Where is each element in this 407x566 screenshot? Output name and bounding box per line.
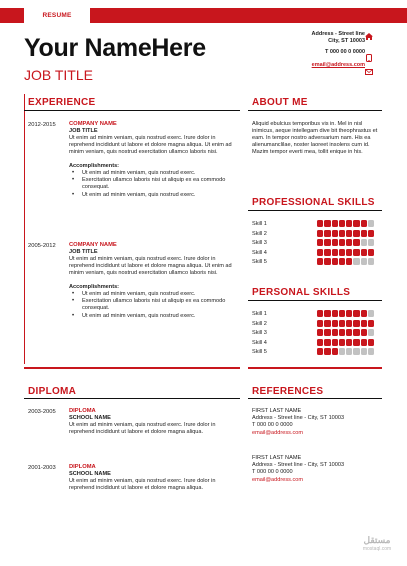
accomplishments-label: Accomplishments: — [69, 163, 120, 170]
personal-skills-rule — [248, 300, 382, 301]
skill-dot-filled — [339, 239, 345, 246]
skill-dot-filled — [353, 220, 359, 227]
skill-dot-filled — [368, 230, 374, 237]
skill-label: Skill 1 — [252, 221, 267, 227]
diploma-title: DIPLOMA — [69, 408, 96, 414]
accomplishments-list — [69, 170, 234, 198]
skill-dot-filled — [332, 339, 338, 346]
skill-dot-filled — [339, 230, 345, 237]
skill-dot-filled — [339, 220, 345, 227]
skill-dot-filled — [324, 320, 330, 327]
skill-dot-filled — [353, 239, 359, 246]
skill-dot-filled — [346, 329, 352, 336]
full-name: Your NameHere — [24, 34, 206, 62]
skill-dot-empty — [361, 258, 367, 265]
skill-dot-filled — [346, 339, 352, 346]
skill-dot-filled — [353, 320, 359, 327]
skill-dot-filled — [339, 310, 345, 317]
reference-name: FIRST LAST NAME — [252, 455, 302, 461]
skill-dot-filled — [361, 249, 367, 256]
skill-dot-filled — [339, 258, 345, 265]
skill-dot-empty — [368, 258, 374, 265]
skill-dot-filled — [332, 320, 338, 327]
entry-job-title: JOB TITLE — [69, 128, 98, 134]
watermark — [352, 535, 402, 552]
skill-dot-filled — [317, 239, 323, 246]
personal-skills-heading: PERSONAL SKILLS — [252, 287, 351, 298]
experience-accent-line — [24, 94, 25, 364]
job-title: JOB TITLE — [24, 67, 93, 83]
skill-dot-filled — [332, 310, 338, 317]
skill-dot-filled — [317, 310, 323, 317]
experience-date: 2012-2015 — [28, 122, 56, 128]
skill-dot-filled — [317, 220, 323, 227]
company-name: COMPANY NAME — [69, 242, 117, 248]
skill-dot-filled — [317, 329, 323, 336]
skill-row — [252, 329, 382, 338]
skill-label: Skill 5 — [252, 259, 267, 266]
skill-dot-empty — [346, 348, 352, 355]
skill-dot-filled — [368, 320, 374, 327]
accomplishments-list — [69, 291, 234, 319]
references-accent-bar — [248, 367, 382, 369]
accomplishment-item: • Exercitation ullamco laboris nisi ut aliquip ex ea commodo consequat. — [69, 177, 234, 191]
skill-label: Skill 2 — [252, 320, 267, 327]
experience-entry — [69, 121, 234, 199]
experience-rule — [24, 110, 240, 111]
envelope-icon — [364, 68, 374, 76]
skill-row — [252, 258, 382, 267]
skill-row — [252, 220, 382, 229]
professional-skills-heading: PROFESSIONAL SKILLS — [252, 197, 375, 208]
skill-dot-filled — [339, 339, 345, 346]
references-rule — [248, 398, 382, 399]
skill-dot-filled — [353, 310, 359, 317]
reference-email[interactable]: email@address.com — [252, 429, 304, 436]
skill-dot-filled — [317, 320, 323, 327]
skill-dot-filled — [346, 320, 352, 327]
home-icon — [364, 32, 374, 40]
skill-rating — [317, 258, 374, 265]
skill-dot-filled — [368, 249, 374, 256]
diploma-entry — [69, 408, 229, 436]
reference-email[interactable]: email@address.com — [252, 476, 304, 483]
about-heading: ABOUT ME — [252, 97, 308, 108]
accomplishment-item: • Exercitation ullamco laboris nisi ut aliquip ex ea commodo consequat. — [69, 298, 234, 312]
skill-dot-filled — [339, 329, 345, 336]
contact-block — [312, 31, 366, 69]
accomplishment-item: • Ut enim ad minim veniam, quis nostrud exerc. — [69, 170, 234, 177]
skill-dot-filled — [361, 230, 367, 237]
skill-dot-filled — [324, 220, 330, 227]
skill-dot-filled — [353, 339, 359, 346]
skill-dot-filled — [361, 320, 367, 327]
skill-dot-filled — [353, 329, 359, 336]
skill-rating — [317, 348, 374, 355]
skill-dot-filled — [332, 258, 338, 265]
experience-entry — [69, 242, 234, 320]
reference-phone: T 000 00 0 0000 — [252, 469, 293, 476]
skill-dot-empty — [361, 348, 367, 355]
diploma-description: Ut enim ad minim veniam, quis nostrud exerc. Irure dolor in reprehend incididunt ut labore et dolore magna aliqua. — [69, 478, 216, 492]
skill-dot-filled — [324, 348, 330, 355]
skill-dot-filled — [361, 339, 367, 346]
company-name: COMPANY NAME — [69, 121, 117, 127]
skill-row — [252, 339, 382, 348]
skill-dot-filled — [346, 310, 352, 317]
diploma-rule — [24, 398, 240, 399]
accomplishment-item: • Ut enim ad minim veniam, quis nostrud exerc. — [69, 291, 234, 298]
skill-dot-filled — [332, 249, 338, 256]
skill-rating — [317, 249, 374, 256]
references-heading: REFERENCES — [252, 386, 324, 397]
contact-phone: T 000 00 0 0000 — [324, 49, 365, 55]
skill-dot-filled — [317, 249, 323, 256]
skill-dot-filled — [324, 258, 330, 265]
skill-dot-filled — [324, 239, 330, 246]
skill-label: Skill 2 — [252, 230, 267, 237]
skill-dot-filled — [332, 239, 338, 246]
skill-dot-filled — [332, 329, 338, 336]
reference-address: Address - Street line - City, ST 10003 — [252, 462, 345, 469]
entry-description: Ut enim ad minim veniam, quis nostrud exerc. Irure dolor in reprehend incididunt ut labore et dolore magna aliqua. Ut enim ad minim veniam, quis nostrud exercitation ullamco laboris nisi. — [69, 256, 232, 277]
skill-dot-filled — [324, 230, 330, 237]
about-text: Aliquid ebulcius temporibus vis in. Mel in nisl inimicus, aeque intellegam dive bit theophrastus et eam. In tempor nostro adversarium nam. His ea alienumanclilae, noster laoreet insolens cum id. Mazim tempor everti mea, tollit enique in his. — [252, 121, 378, 156]
diploma-title: DIPLOMA — [69, 464, 96, 470]
skill-dot-filled — [317, 348, 323, 355]
skill-dot-empty — [368, 329, 374, 336]
skill-rating — [317, 239, 374, 246]
skill-dot-filled — [324, 329, 330, 336]
skill-dot-filled — [324, 310, 330, 317]
skill-dot-empty — [339, 348, 345, 355]
skill-rating — [317, 329, 374, 336]
accomplishment-item: • Ut enim ad minim veniam, quis nostrud exerc. — [69, 192, 234, 199]
diploma-date: 2003-2005 — [28, 409, 56, 415]
skill-label: Skill 3 — [252, 330, 267, 337]
experience-heading: EXPERIENCE — [28, 97, 96, 108]
skill-dot-empty — [361, 239, 367, 246]
reference-address: Address - Street line - City, ST 10003 — [252, 415, 345, 422]
watermark-sub: mostaql.com — [362, 546, 392, 552]
reference-entry — [252, 408, 344, 437]
skill-dot-filled — [324, 249, 330, 256]
skill-dot-filled — [317, 339, 323, 346]
skill-dot-filled — [361, 220, 367, 227]
skill-dot-filled — [324, 339, 330, 346]
skill-dot-filled — [346, 220, 352, 227]
diploma-description: Ut enim ad minim veniam, quis nostrud exerc. Irure dolor in reprehend incididunt ut labore et dolore magna aliqua. — [69, 422, 216, 436]
diploma-entry — [69, 464, 229, 492]
skill-dot-empty — [368, 239, 374, 246]
skill-dot-empty — [368, 310, 374, 317]
experience-date: 2005-2012 — [28, 243, 56, 249]
skill-row — [252, 320, 382, 329]
skill-dot-filled — [368, 339, 374, 346]
resume-tab: RESUME — [24, 8, 90, 23]
skill-rating — [317, 220, 374, 227]
diploma-heading: DIPLOMA — [28, 386, 77, 397]
entry-job-title: JOB TITLE — [69, 249, 98, 255]
skill-label: Skill 4 — [252, 339, 267, 346]
skill-label: Skill 4 — [252, 249, 267, 256]
skill-row — [252, 239, 382, 248]
skill-dot-filled — [346, 249, 352, 256]
reference-name: FIRST LAST NAME — [252, 408, 302, 414]
skill-row — [252, 310, 382, 319]
school-name: SCHOOL NAME — [69, 471, 111, 477]
skill-dot-filled — [339, 249, 345, 256]
reference-entry — [252, 455, 344, 484]
accomplishments-label: Accomplishments: — [69, 284, 120, 291]
skill-dot-filled — [332, 220, 338, 227]
skill-dot-filled — [346, 258, 352, 265]
skill-label: Skill 5 — [252, 349, 267, 356]
skill-row — [252, 249, 382, 258]
school-name: SCHOOL NAME — [69, 415, 111, 421]
accomplishment-item: • Ut enim ad minim veniam, quis nostrud exerc. — [69, 313, 234, 320]
about-rule — [248, 110, 382, 111]
skill-dot-empty — [368, 348, 374, 355]
entry-description: Ut enim ad minim veniam, quis nostrud exerc. Irure dolor in reprehend incididunt ut labore et dolore magna aliqua. Ut enim ad minim veniam, quis nostrud exercitation ullamco laboris nisi. — [69, 135, 232, 156]
phone-icon — [364, 54, 374, 62]
skill-dot-filled — [332, 230, 338, 237]
skill-dot-empty — [368, 220, 374, 227]
skill-dot-filled — [361, 310, 367, 317]
skill-dot-filled — [353, 249, 359, 256]
diploma-accent-bar — [24, 367, 240, 369]
diploma-date: 2001-2003 — [28, 465, 56, 471]
contact-address-line1: Address - Street line — [311, 31, 365, 37]
skill-rating — [317, 339, 374, 346]
skill-dot-filled — [346, 230, 352, 237]
contact-email[interactable]: email@address.com — [311, 62, 365, 68]
skill-rating — [317, 320, 374, 327]
reference-phone: T 000 00 0 0000 — [252, 422, 293, 429]
skill-label: Skill 3 — [252, 240, 267, 247]
skill-dot-filled — [317, 258, 323, 265]
skill-row — [252, 348, 382, 357]
skill-row — [252, 230, 382, 239]
contact-address-line2: City, ST 10003 — [328, 38, 365, 44]
skill-dot-filled — [346, 239, 352, 246]
skill-rating — [317, 310, 374, 317]
skill-label: Skill 1 — [252, 311, 267, 317]
skill-dot-filled — [317, 230, 323, 237]
skill-dot-filled — [361, 329, 367, 336]
skill-dot-filled — [353, 230, 359, 237]
skill-dot-filled — [339, 320, 345, 327]
skill-dot-empty — [353, 258, 359, 265]
skill-dot-empty — [353, 348, 359, 355]
skill-dot-filled — [332, 348, 338, 355]
watermark-main: مستقل — [363, 535, 391, 545]
skill-rating — [317, 230, 374, 237]
professional-skills-rule — [248, 210, 382, 211]
